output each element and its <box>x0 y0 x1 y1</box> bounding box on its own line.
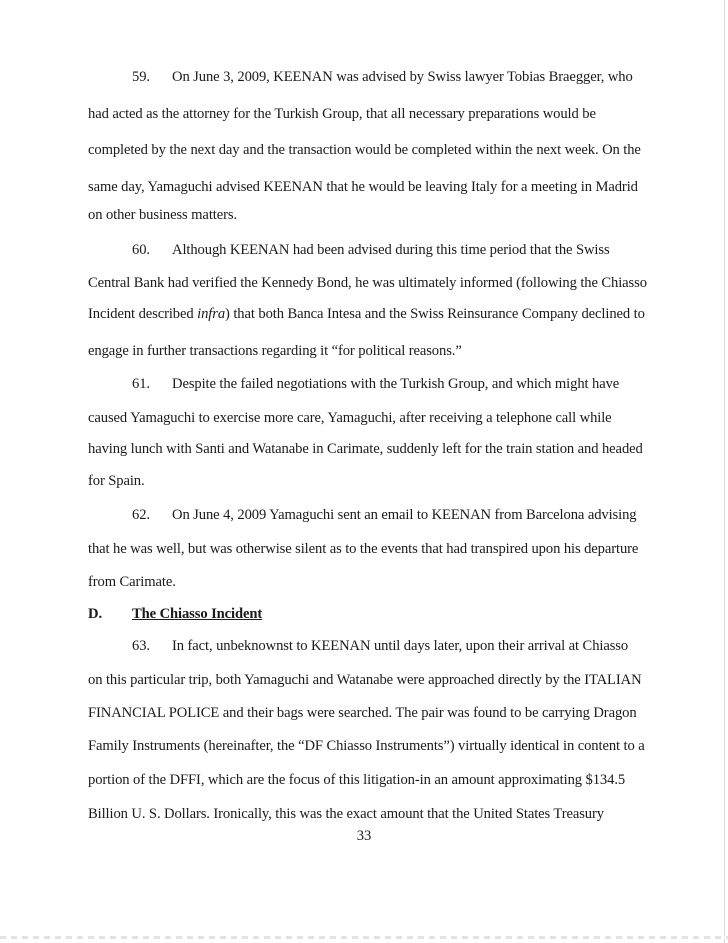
paragraph-63-line-2: on this particular trip, both Yamaguchi and Watanabe were approached directly by the ITALIAN <box>88 672 642 688</box>
section-title: The Chiasso Incident <box>132 606 263 622</box>
paragraph-61-line-2: caused Yamaguchi to exercise more care, Yamaguchi, after receiving a telephone call while <box>88 410 612 426</box>
paragraph-60-line-2: Central Bank had verified the Kennedy Bond, he was ultimately informed (following the Chiasso <box>88 275 647 291</box>
paragraph-59-line-1: 59. On June 3, 2009, KEENAN was advised by Swiss lawyer Tobias Braegger, who <box>132 69 633 85</box>
paragraph-61-line-3: having lunch with Santi and Watanabe in Carimate, suddenly left for the train station and headed <box>88 441 643 457</box>
paragraph-61-line-1: 61. Despite the failed negotiations with the Turkish Group, and which might have <box>132 376 620 392</box>
section-letter: D. <box>88 606 102 622</box>
paragraph-number: 60. <box>132 242 150 258</box>
paragraph-63-line-1: 63. In fact, unbeknownst to KEENAN until days later, upon their arrival at Chiasso <box>132 638 629 654</box>
paragraph-63-line-3: FINANCIAL POLICE and their bags were searched. The pair was found to be carrying Dragon <box>88 705 637 721</box>
paragraph-number: 63. <box>132 638 150 654</box>
paragraph-59-line-4: same day, Yamaguchi advised KEENAN that he would be leaving Italy for a meeting in Madrid <box>88 179 638 195</box>
paragraph-63-line-4: Family Instruments (hereinafter, the “DF Chiasso Instruments”) virtually identical in content to a <box>88 738 645 754</box>
paragraph-62-line-3: from Carimate. <box>88 574 176 590</box>
page-number: 33 <box>356 828 372 844</box>
paragraph-60-line-3: Incident described infra) that both Banca Intesa and the Swiss Reinsurance Company declined to <box>88 306 645 322</box>
scan-artifact <box>0 936 728 939</box>
paragraph-61-line-4: for Spain. <box>88 473 145 489</box>
paragraph-number: 61. <box>132 376 150 392</box>
paragraph-62-line-1: 62. On June 4, 2009 Yamaguchi sent an email to KEENAN from Barcelona advising <box>132 507 637 523</box>
scan-edge <box>724 0 725 943</box>
italic-term: infra <box>197 306 226 322</box>
paragraph-63-line-6: Billion U. S. Dollars. Ironically, this was the exact amount that the United States Treasury <box>88 806 604 822</box>
paragraph-59-line-5: on other business matters. <box>88 207 237 223</box>
paragraph-62-line-2: that he was well, but was otherwise silent as to the events that had transpired upon his departure <box>88 541 639 557</box>
section-heading <box>88 605 262 623</box>
paragraph-59-line-2: had acted as the attorney for the Turkish Group, that all necessary preparations would be <box>88 106 596 122</box>
paragraph-number: 62. <box>132 507 150 523</box>
paragraph-60-line-1: 60. Although KEENAN had been advised during this time period that the Swiss <box>132 242 610 258</box>
paragraph-63-line-5: portion of the DFFI, which are the focus of this litigation-in an amount approximating $134.5 <box>88 772 626 788</box>
paragraph-60-line-4: engage in further transactions regarding it “for political reasons.” <box>88 343 462 359</box>
paragraph-59-line-3: completed by the next day and the transaction would be completed within the next week. On the <box>88 142 641 158</box>
paragraph-number: 59. <box>132 69 150 85</box>
